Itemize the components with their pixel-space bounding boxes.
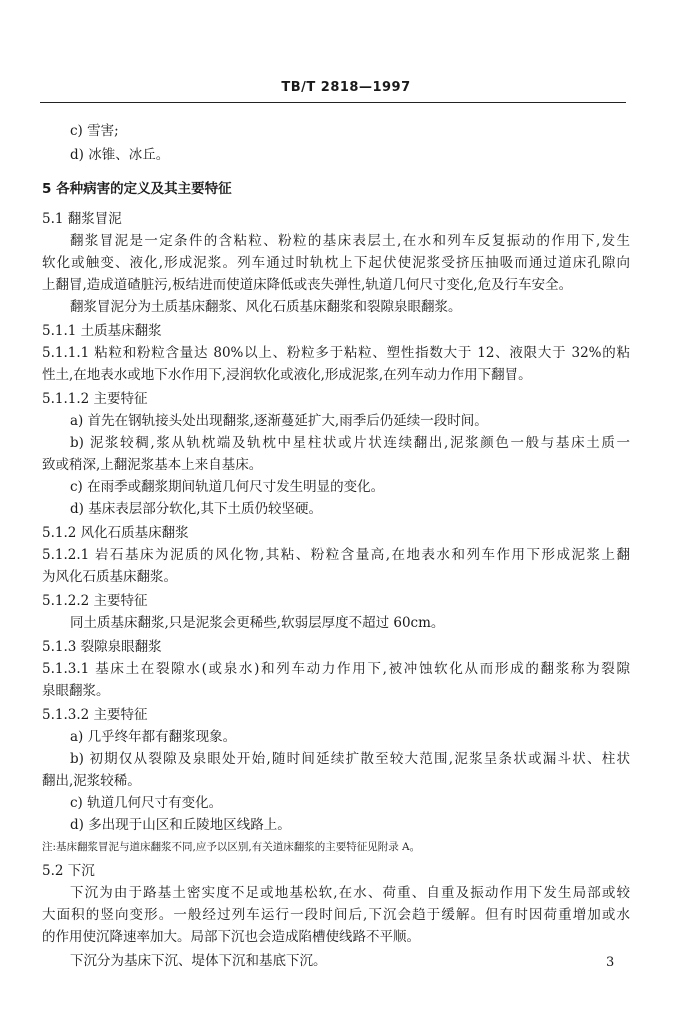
paragraph-line: 下沉分为基床下沉、堤体下沉和基底下沉。 xyxy=(70,953,327,969)
clause-heading: 5.1.1.2 主要特征 xyxy=(42,391,148,407)
list-item: d) 冰锥、冰丘。 xyxy=(70,147,170,163)
paragraph-line: 翻浆冒泥是一定条件的含粘粒、粉粒的基床表层土,在水和列车反复振动的作用下,发生 xyxy=(70,233,630,249)
clause-heading: 5.1.1 土质基床翻浆 xyxy=(42,323,162,339)
paragraph-line: 同土质基床翻浆,只是泥浆会更稀些,软弱层厚度不超过 60cm。 xyxy=(70,615,445,631)
note: 注:基床翻浆冒泥与道床翻浆不同,应予以区别,有关道床翻浆的主要特征见附录 A。 xyxy=(42,841,421,853)
list-item: d) 基床表层部分软化,其下土质仍较坚硬。 xyxy=(70,501,322,517)
list-item: d) 多出现于山区和丘陵地区线路上。 xyxy=(70,817,291,833)
list-item: b) 初期仅从裂隙及泉眼处开始,随时间延续扩散至较大范围,泥浆呈条状或漏斗状、柱状 xyxy=(70,751,630,767)
clause-heading: 5.1.3 裂隙泉眼翻浆 xyxy=(42,639,162,655)
paragraph-line: 致或稍深,上翻泥浆基本上来自基床。 xyxy=(42,457,263,473)
list-item: c) 在雨季或翻浆期间轨道几何尺寸发生明显的变化。 xyxy=(70,479,385,495)
list-item: a) 首先在钢轨接头处出现翻浆,逐渐蔓延扩大,雨季后仍延续一段时间。 xyxy=(70,413,488,429)
paragraph-line: 下沉为由于路基土密实度不足或地基松软,在水、荷重、自重及振动作用下发生局部或较 xyxy=(70,885,630,901)
paragraph-line: 软化或触变、液化,形成泥浆。列车通过时轨枕上下起伏使泥浆受挤压抽吸而通过道床孔隙向 xyxy=(42,255,630,271)
paragraph-line: 性土,在地表水或地下水作用下,浸润软化或液化,形成泥浆,在列车动力作用下翻冒。 xyxy=(42,367,532,383)
list-item: a) 几乎终年都有翻浆现象。 xyxy=(70,729,237,745)
paragraph-line: 5.1.1.1 粘粒和粉粒含量达 80%以上、粉粒多于粘粒、塑性指数大于 12、液限大于 32%的粘 xyxy=(42,345,630,361)
list-item: b) 泥浆较稠,浆从轨枕端及轨枕中星柱状或片状连续翻出,泥浆颜色一般与基床土质一 xyxy=(70,435,630,451)
paragraph-line: 大面积的竖向变形。一般经过列车运行一段时间后,下沉会趋于缓解。但有时因荷重增加或水 xyxy=(42,907,630,923)
standard-code: TB/T 2818—1997 xyxy=(281,80,411,95)
paragraph-line: 泉眼翻浆。 xyxy=(42,683,110,699)
paragraph-line: 5.1.3.1 基床土在裂隙水(或泉水)和列车动力作用下,被冲蚀软化从而形成的翻浆称为裂隙 xyxy=(42,661,630,677)
paragraph-line: 5.1.2.1 岩石基床为泥质的风化物,其粘、粉粒含量高,在地表水和列车作用下形成泥浆上翻 xyxy=(42,547,630,563)
paragraph-line: 上翻冒,造成道碴脏污,板结进而使道床降低或丧失弹性,轨道几何尺寸变化,危及行车安全。 xyxy=(42,277,573,293)
clause-heading: 5.1.2 风化石质基床翻浆 xyxy=(42,525,189,541)
subsection-heading: 5.2 下沉 xyxy=(42,863,95,879)
list-item: c) 雪害; xyxy=(70,123,119,139)
header-rule xyxy=(40,102,626,103)
paragraph-line: 为风化石质基床翻浆。 xyxy=(42,569,177,585)
paragraph-line: 翻出,泥浆较稀。 xyxy=(42,773,141,789)
list-item: c) 轨道几何尺寸有变化。 xyxy=(70,795,223,811)
clause-heading: 5.1.2.2 主要特征 xyxy=(42,593,148,609)
page-number: 3 xyxy=(606,955,615,970)
paragraph-line: 的作用使沉降速率加大。局部下沉也会造成陷槽使线路不平顺。 xyxy=(42,929,420,945)
paragraph-line: 翻浆冒泥分为土质基床翻浆、风化石质基床翻浆和裂隙泉眼翻浆。 xyxy=(70,299,462,315)
section-heading: 5 各种病害的定义及其主要特征 xyxy=(42,181,232,197)
subsection-heading: 5.1 翻浆冒泥 xyxy=(42,211,122,227)
clause-heading: 5.1.3.2 主要特征 xyxy=(42,707,148,723)
